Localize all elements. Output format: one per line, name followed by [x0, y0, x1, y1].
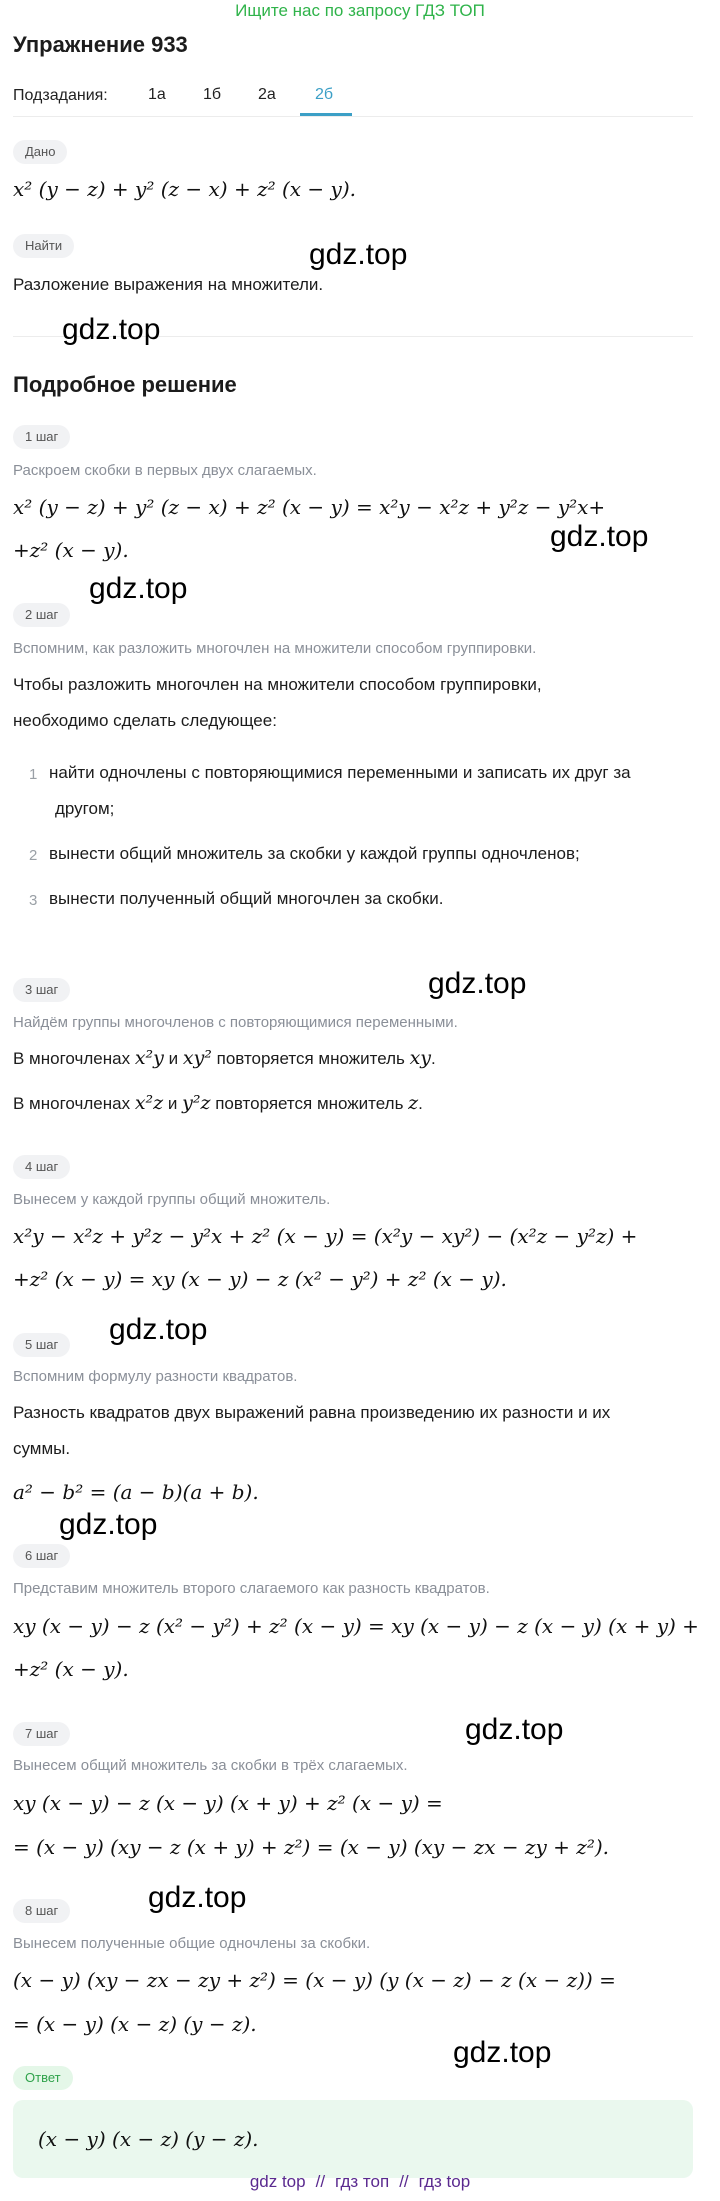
list-item-line: найти одночлены с повторяющимися переменными и записать их друг за	[49, 763, 631, 782]
footer-separator: //	[315, 2172, 326, 2191]
step-6-hint: Представим множитель второго слагаемого как разность квадратов.	[13, 1580, 490, 1597]
list-item	[49, 755, 689, 827]
step-3-text-1: В многочленах x²y и xy² повторяется множитель xy.	[13, 1047, 436, 1069]
step-3-badge: 3 шаг	[13, 978, 70, 1002]
tabs-divider	[13, 116, 693, 117]
step-6-badge: 6 шаг	[13, 1544, 70, 1568]
watermark: gdz.top	[550, 520, 649, 553]
step-4-line-2: +z² (x − y) = xy (x − y) − z (x² − y²) + z² (x − y).	[13, 1267, 507, 1291]
step-7-line-2: = (x − y) (xy − z (x + y) + z²) = (x − y) (xy − zx − zy + z²).	[13, 1835, 610, 1859]
answer-expression: (x − y) (x − z) (y − z).	[38, 2127, 259, 2151]
step-8-badge: 8 шаг	[13, 1899, 70, 1923]
tab-2a[interactable]: 2а	[258, 86, 276, 103]
watermark: gdz.top	[89, 572, 188, 605]
watermark: gdz.top	[59, 1508, 158, 1541]
footer-links	[0, 2172, 720, 2192]
step-2-badge: 2 шаг	[13, 603, 70, 627]
step-5-badge: 5 шаг	[13, 1333, 70, 1357]
watermark: gdz.top	[148, 1881, 247, 1914]
step-4-hint: Вынесем у каждой группы общий множитель.	[13, 1191, 331, 1208]
footer-link-gdz-top-ru[interactable]: гдз топ	[335, 2172, 390, 2191]
step-1-hint: Раскроем скобки в первых двух слагаемых.	[13, 462, 317, 479]
step-6-line-2: +z² (x − y).	[13, 1657, 129, 1681]
list-item-number: 2	[29, 847, 38, 864]
solution-heading: Подробное решение	[13, 372, 237, 397]
step-3-hint: Найдём группы многочленов с повторяющимися переменными.	[13, 1014, 458, 1031]
watermark: gdz.top	[109, 1313, 208, 1346]
watermark: gdz.top	[465, 1713, 564, 1746]
step-7-line-1: xy (x − y) − z (x − y) (x + y) + z² (x − y) =	[13, 1791, 443, 1815]
step-5-text-2: суммы.	[13, 1439, 71, 1458]
step-8-hint: Вынесем полученные общие одночлены за скобки.	[13, 1935, 371, 1952]
tab-1a[interactable]: 1а	[148, 86, 166, 103]
step-8-line-2: = (x − y) (x − z) (y − z).	[13, 2012, 257, 2036]
given-badge: Дано	[13, 140, 67, 164]
step-3-text-2: В многочленах x²z и y²z повторяется множитель z.	[13, 1092, 423, 1114]
watermark: gdz.top	[428, 967, 527, 1000]
step-5-hint: Вспомним формулу разности квадратов.	[13, 1368, 298, 1385]
step-1-line-1: x² (y − z) + y² (z − x) + z² (x − y) = x²y − x²z + y²z − y²x+	[13, 495, 606, 519]
step-4-line-1: x²y − x²z + y²z − y²x + z² (x − y) = (x²y − xy²) − (x²z − y²z) +	[13, 1224, 638, 1248]
step-2-hint: Вспомним, как разложить многочлен на множители способом группировки.	[13, 640, 537, 657]
subtasks-label: Подзадания:	[13, 87, 108, 104]
footer-separator: //	[399, 2172, 409, 2191]
step-2-text-1: Чтобы разложить многочлен на множители способом группировки,	[13, 675, 542, 694]
step-4-badge: 4 шаг	[13, 1155, 70, 1179]
given-expression: x² (y − z) + y² (z − x) + z² (x − y).	[13, 177, 357, 201]
list-item: вынести полученный общий многочлен за скобки.	[49, 889, 444, 908]
step-2-text-2: необходимо сделать следующее:	[13, 711, 277, 730]
active-tab-indicator	[300, 113, 352, 116]
step-8-line-1: (x − y) (xy − zx − zy + z²) = (x − y) (y (x − z) − z (x − z)) =	[13, 1968, 616, 1992]
list-item-number: 1	[29, 766, 38, 783]
step-1-line-2: +z² (x − y).	[13, 538, 129, 562]
footer-link-gdz-top-mixed[interactable]: гдз top	[418, 2172, 471, 2191]
step-6-line-1: xy (x − y) − z (x² − y²) + z² (x − y) = xy (x − y) − z (x − y) (x + y) +	[13, 1614, 699, 1638]
tab-1b[interactable]: 1б	[203, 86, 222, 103]
page-title: Упражнение 933	[13, 32, 188, 57]
footer-link-gdz-top[interactable]: gdz top	[249, 2172, 306, 2191]
find-text: Разложение выражения на множители.	[13, 275, 324, 294]
step-5-formula: a² − b² = (a − b)(a + b).	[13, 1480, 259, 1504]
watermark: gdz.top	[309, 238, 408, 271]
answer-badge: Ответ	[13, 2066, 73, 2090]
step-7-badge: 7 шаг	[13, 1722, 70, 1746]
watermark: gdz.top	[62, 313, 161, 346]
step-5-text-1: Разность квадратов двух выражений равна произведению их разности и их	[13, 1403, 611, 1422]
watermark: gdz.top	[453, 2036, 552, 2069]
search-banner: Ищите нас по запросу ГДЗ ТОП	[235, 1, 485, 20]
list-item-number: 3	[29, 892, 38, 909]
step-1-badge: 1 шаг	[13, 425, 70, 449]
list-item-line: другом;	[55, 799, 115, 818]
tab-2b[interactable]: 2б	[315, 86, 334, 103]
step-7-hint: Вынесем общий множитель за скобки в трёх слагаемых.	[13, 1757, 408, 1774]
list-item: вынести общий множитель за скобки у каждой группы одночленов;	[49, 844, 580, 863]
find-badge: Найти	[13, 234, 74, 258]
